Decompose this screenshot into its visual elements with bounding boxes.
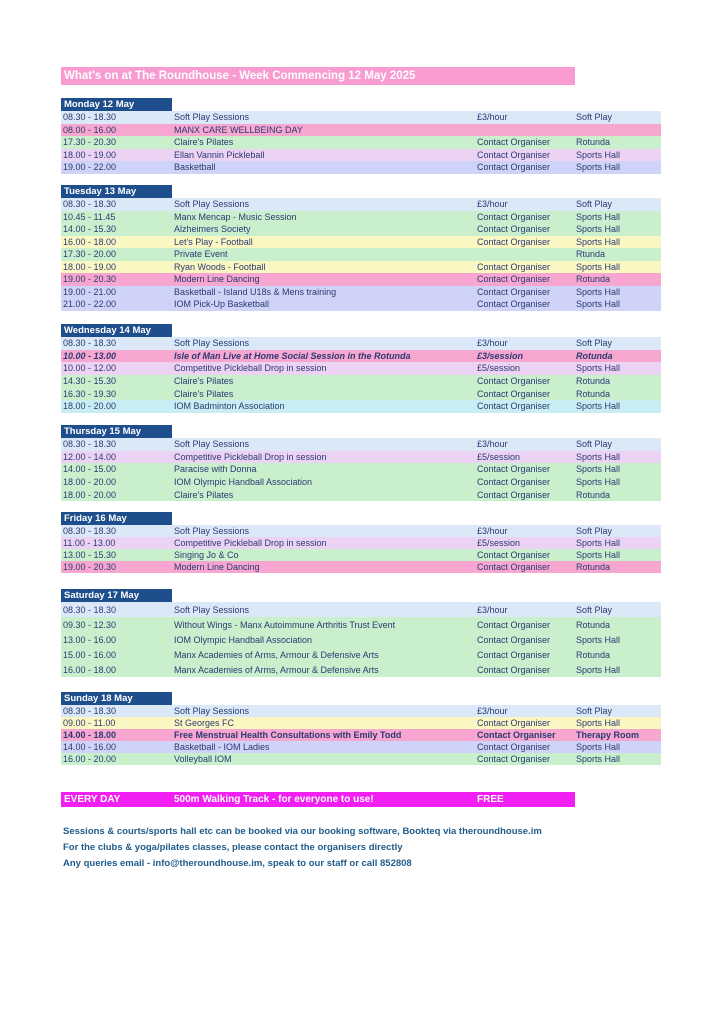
session-price: Contact Organiser [477, 477, 551, 488]
session-event: IOM Pick-Up Basketball [174, 299, 270, 310]
schedule-row [61, 741, 661, 753]
schedule-row [61, 561, 661, 573]
day-heading: Monday 12 May [61, 98, 172, 111]
session-time: 14.00 - 16.00 [63, 742, 117, 752]
session-event: Modern Line Dancing [174, 562, 260, 572]
session-venue: Rotunda [576, 137, 611, 148]
schedule-row [61, 463, 661, 476]
session-time: 21.00 - 22.00 [63, 299, 117, 310]
schedule-row [61, 717, 661, 729]
schedule-row [61, 525, 661, 537]
session-event: Claire's Pilates [174, 376, 234, 387]
session-time: 13.00 - 15.30 [63, 550, 117, 560]
session-venue: Sports Hall [576, 754, 621, 764]
schedule-row [61, 647, 661, 662]
session-time: 08.30 - 18.30 [63, 526, 117, 536]
schedule-row [61, 136, 661, 149]
session-venue: Sports Hall [576, 550, 621, 560]
session-event: Paracise with Donna [174, 464, 257, 475]
day-section [61, 512, 661, 573]
session-venue: Sports Hall [576, 477, 621, 488]
session-price: Contact Organiser [477, 137, 551, 148]
session-event: Claire's Pilates [174, 388, 234, 399]
session-time: 18.00 - 19.00 [63, 149, 117, 160]
session-price: £5/session [477, 538, 521, 548]
session-event: Soft Play Sessions [174, 338, 250, 349]
schedule-row [61, 387, 661, 400]
session-event: Competitive Pickleball Drop in session [174, 363, 327, 374]
session-time: 09.00 - 11.00 [63, 718, 116, 728]
schedule-row [61, 248, 661, 261]
footer-line-clubs: For the clubs & yoga/pilates classes, please contact the organisers directly [63, 842, 403, 853]
schedule-row [61, 476, 661, 489]
session-time: 08.30 - 18.30 [63, 199, 117, 210]
session-venue: Rotunda [576, 562, 611, 572]
session-time: 10.00 - 13.00 [63, 350, 117, 361]
session-time: 18.00 - 19.00 [63, 261, 117, 272]
session-price: Contact Organiser [477, 754, 551, 764]
session-time: 13.00 - 16.00 [63, 634, 117, 645]
session-time: 08.30 - 18.30 [63, 112, 117, 123]
schedule-row [61, 236, 661, 249]
session-event: Alzheimers Society [174, 224, 251, 235]
session-event: Competitive Pickleball Drop in session [174, 538, 327, 548]
schedule-row [61, 198, 661, 211]
session-price: Contact Organiser [477, 211, 551, 222]
session-time: 17.30 - 20.30 [63, 137, 117, 148]
session-price: Contact Organiser [477, 718, 551, 728]
session-price: Contact Organiser [477, 562, 551, 572]
session-venue: Rotunda [576, 274, 611, 285]
session-event: Free Menstrual Health Consultations with Emily Todd [174, 730, 402, 740]
day-heading: Wednesday 14 May [61, 324, 172, 337]
session-event: Soft Play Sessions [174, 526, 250, 536]
schedule-row [61, 286, 661, 299]
session-event: Singing Jo & Co [174, 550, 239, 560]
session-venue: Sports Hall [576, 299, 621, 310]
session-time: 16.00 - 20.00 [63, 754, 117, 764]
session-event: Manx Academies of Arms, Armour & Defensive Arts [174, 649, 379, 660]
session-venue: Sports Hall [576, 286, 621, 297]
schedule-row [61, 662, 661, 677]
schedule-row [61, 362, 661, 375]
session-price: £3/session [477, 350, 524, 361]
session-venue: Sports Hall [576, 664, 621, 675]
session-event: Volleyball IOM [174, 754, 232, 764]
session-price: Contact Organiser [477, 649, 551, 660]
schedule-row [61, 337, 661, 350]
day-heading: Friday 16 May [61, 512, 172, 525]
session-event: Soft Play Sessions [174, 199, 250, 210]
session-event: Soft Play Sessions [174, 439, 250, 450]
session-price: £3/hour [477, 439, 508, 450]
session-venue: Rotunda [576, 388, 611, 399]
session-venue: Sports Hall [576, 634, 621, 645]
day-heading: Thursday 15 May [61, 425, 172, 438]
session-price: Contact Organiser [477, 261, 551, 272]
schedule-row [61, 549, 661, 561]
session-event: Basketball [174, 162, 216, 173]
session-event: IOM Badminton Association [174, 401, 285, 412]
session-time: 08.30 - 18.30 [63, 338, 117, 349]
session-venue: Therapy Room [576, 730, 640, 740]
session-time: 17.30 - 20.00 [63, 249, 117, 260]
session-venue: Sports Hall [576, 538, 621, 548]
schedule-row [61, 537, 661, 549]
session-time: 19.00 - 20.30 [63, 274, 117, 285]
session-venue: Soft Play [576, 338, 613, 349]
session-venue: Soft Play [576, 526, 613, 536]
schedule-row [61, 753, 661, 765]
session-venue: Rotunda [576, 350, 613, 361]
schedule-row [61, 451, 661, 464]
session-price: Contact Organiser [477, 619, 551, 630]
schedule-row [61, 298, 661, 311]
session-event: Claire's Pilates [174, 489, 234, 500]
footer-notes [63, 824, 542, 872]
schedule-row [61, 261, 661, 274]
session-venue: Soft Play [576, 112, 613, 123]
session-venue: Rotunda [576, 489, 611, 500]
session-event: Competitive Pickleball Drop in session [174, 451, 327, 462]
session-price: £3/hour [477, 526, 508, 536]
schedule-row [61, 149, 661, 162]
session-event: Soft Play Sessions [174, 112, 250, 123]
day-section [61, 185, 661, 311]
schedule-row [61, 617, 661, 632]
session-price: Contact Organiser [477, 224, 551, 235]
session-venue: Sports Hall [576, 236, 621, 247]
day-heading: Sunday 18 May [61, 692, 172, 705]
session-event: Ryan Woods - Football [174, 261, 266, 272]
session-price: Contact Organiser [477, 299, 551, 310]
day-heading: Tuesday 13 May [61, 185, 172, 198]
session-venue: Soft Play [576, 706, 613, 716]
session-time: 14.00 - 15.30 [63, 224, 117, 235]
session-time: 08.30 - 18.30 [63, 706, 117, 716]
schedule-row [61, 111, 661, 124]
schedule-row [61, 350, 661, 363]
session-time: 09.30 - 12.30 [63, 619, 117, 630]
session-price: £3/hour [477, 604, 508, 615]
session-price: Contact Organiser [477, 730, 556, 740]
session-time: 10.00 - 12.00 [63, 363, 117, 374]
session-price: £3/hour [477, 706, 508, 716]
schedule-row [61, 211, 661, 224]
session-event: Without Wings - Manx Autoimmune Arthritis Trust Event [174, 619, 396, 630]
session-venue: Soft Play [576, 604, 613, 615]
session-time: 14.30 - 15.30 [63, 376, 117, 387]
session-venue: Sports Hall [576, 162, 621, 173]
schedule-row [61, 488, 661, 501]
session-price: £5/session [477, 451, 521, 462]
session-venue: Soft Play [576, 199, 613, 210]
session-time: 18.00 - 20.00 [63, 477, 117, 488]
session-event: Manx Academies of Arms, Armour & Defensive Arts [174, 664, 379, 675]
session-price: £5/session [477, 363, 521, 374]
schedule-row [61, 632, 661, 647]
schedule-row [61, 602, 661, 617]
day-section [61, 692, 661, 765]
session-venue: Sports Hall [576, 401, 621, 412]
page-title: What's on at The Roundhouse - Week Commencing 12 May 2025 [61, 67, 575, 85]
session-price: Contact Organiser [477, 489, 551, 500]
session-venue: Rtunda [576, 249, 606, 260]
session-event: IOM Olympic Handball Association [174, 477, 313, 488]
session-event: Ellan Vannin Pickleball [174, 149, 265, 160]
session-price: £3/hour [477, 199, 508, 210]
session-price: £3/hour [477, 112, 508, 123]
schedule-row [61, 729, 661, 741]
session-price: Contact Organiser [477, 664, 551, 675]
session-price: Contact Organiser [477, 162, 551, 173]
schedule-row [61, 161, 661, 174]
session-time: 19.00 - 22.00 [63, 162, 117, 173]
session-price: Contact Organiser [477, 236, 551, 247]
session-price: Contact Organiser [477, 149, 551, 160]
schedule-row [61, 273, 661, 286]
footer-line-booking: Sessions & courts/sports hall etc can be booked via our booking software, Bookteq via theroundhouse.im [63, 826, 542, 837]
session-time: 16.30 - 19.30 [63, 388, 117, 399]
day-section [61, 589, 661, 677]
session-event: Let's Play - Football [174, 236, 253, 247]
session-venue: Sports Hall [576, 261, 621, 272]
session-price: Contact Organiser [477, 286, 551, 297]
day-section [61, 425, 661, 501]
session-event: Isle of Man Live at Home Social Session in the Rotunda [174, 350, 411, 361]
session-venue: Sports Hall [576, 224, 621, 235]
session-venue: Rotunda [576, 649, 611, 660]
session-time: 11.00 - 13.00 [63, 538, 116, 548]
session-price: Contact Organiser [477, 550, 551, 560]
session-event: Private Event [174, 249, 228, 260]
session-price: Contact Organiser [477, 274, 551, 285]
session-event: St Georges FC [174, 718, 235, 728]
session-time: 15.00 - 16.00 [63, 649, 117, 660]
schedule-row [61, 223, 661, 236]
schedule-row [61, 124, 661, 137]
session-time: 14.00 - 18.00 [63, 730, 117, 740]
every-day-label: EVERY DAY [64, 794, 121, 805]
session-time: 16.00 - 18.00 [63, 664, 117, 675]
session-time: 18.00 - 20.00 [63, 401, 117, 412]
session-venue: Rotunda [576, 376, 611, 387]
session-event: IOM Olympic Handball Association [174, 634, 313, 645]
session-price: Contact Organiser [477, 464, 551, 475]
session-venue: Sports Hall [576, 742, 621, 752]
schedule-row [61, 705, 661, 717]
session-event: Soft Play Sessions [174, 706, 250, 716]
session-price: £3/hour [477, 338, 508, 349]
schedule-row [61, 438, 661, 451]
session-venue: Rotunda [576, 619, 611, 630]
session-price: Contact Organiser [477, 388, 551, 399]
session-event: Basketball - Island U18s & Mens training [174, 286, 337, 297]
every-day-price: FREE [477, 794, 504, 805]
session-time: 14.00 - 15.00 [63, 464, 117, 475]
session-time: 18.00 - 20.00 [63, 489, 117, 500]
session-venue: Sports Hall [576, 149, 621, 160]
session-venue: Sports Hall [576, 718, 621, 728]
session-event: Soft Play Sessions [174, 604, 250, 615]
session-price: Contact Organiser [477, 634, 551, 645]
session-venue: Sports Hall [576, 464, 621, 475]
session-event: Claire's Pilates [174, 137, 234, 148]
every-day-event: 500m Walking Track - for everyone to use! [174, 794, 374, 805]
session-price: Contact Organiser [477, 376, 551, 387]
day-section [61, 98, 661, 174]
session-venue: Soft Play [576, 439, 613, 450]
session-price: Contact Organiser [477, 742, 551, 752]
session-event: Modern Line Dancing [174, 274, 260, 285]
footer-line-contact: Any queries email - info@theroundhouse.im, speak to our staff or call 852808 [63, 858, 412, 869]
session-event: Manx Mencap - Music Session [174, 211, 297, 222]
every-day-banner [61, 792, 575, 807]
session-time: 12.00 - 14.00 [63, 451, 117, 462]
session-event: MANX CARE WELLBEING DAY [174, 124, 303, 135]
session-time: 16.00 - 18.00 [63, 236, 117, 247]
session-time: 19.00 - 20.30 [63, 562, 117, 572]
session-time: 08.00 - 16.00 [63, 124, 117, 135]
session-time: 08.30 - 18.30 [63, 604, 117, 615]
session-time: 19.00 - 21.00 [63, 286, 117, 297]
day-heading: Saturday 17 May [61, 589, 172, 602]
schedule-row [61, 400, 661, 413]
session-price: Contact Organiser [477, 401, 551, 412]
session-venue: Sports Hall [576, 451, 621, 462]
session-venue: Sports Hall [576, 363, 621, 374]
session-time: 08.30 - 18.30 [63, 439, 117, 450]
day-section [61, 324, 661, 413]
session-event: Basketball - IOM Ladies [174, 742, 270, 752]
schedule-row [61, 375, 661, 388]
session-time: 10.45 - 11.45 [63, 211, 116, 222]
session-venue: Sports Hall [576, 211, 621, 222]
